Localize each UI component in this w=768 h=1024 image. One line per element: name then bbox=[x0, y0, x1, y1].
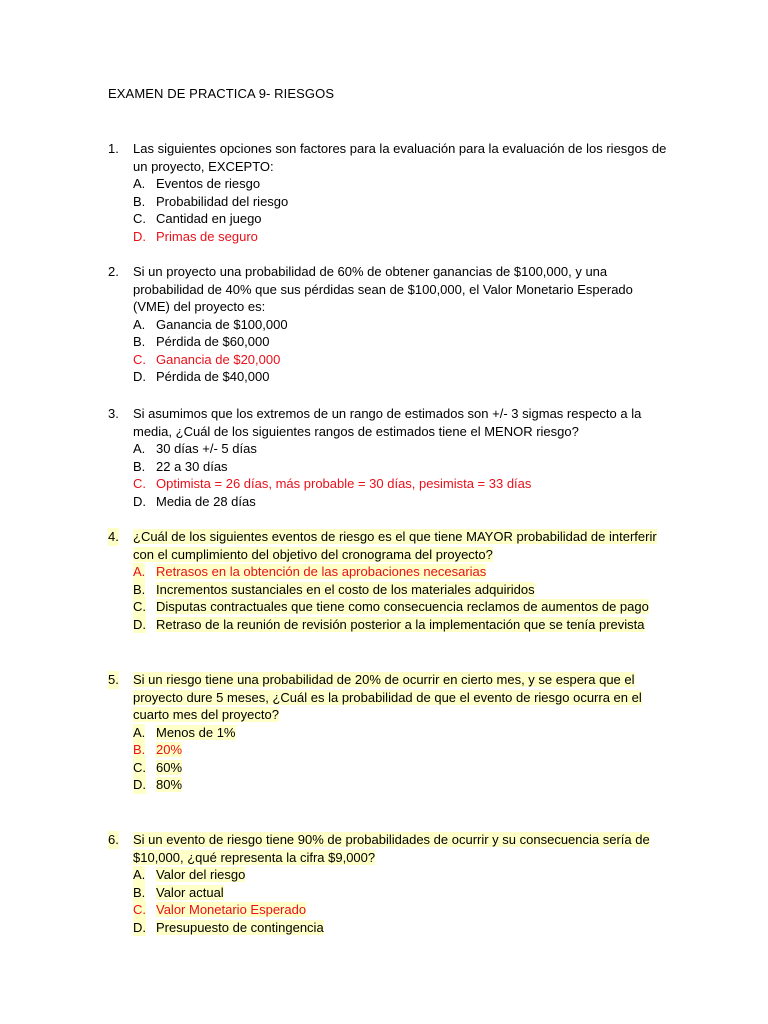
option-letter: B. bbox=[133, 581, 146, 597]
option-text: Cantidad en juego bbox=[156, 211, 262, 226]
option-text: 20% bbox=[156, 742, 183, 757]
question-number: 3. bbox=[108, 406, 119, 421]
question-text: Si un riesgo tiene una probabilidad de 20% de ocurrir en cierto mes, y se espera que el proyecto dure 5 meses, ¿Cuál es la probabilidad de que el evento de riesgo ocurra en el cuarto mes del proyecto? bbox=[133, 672, 642, 722]
option-text: Retraso de la reunión de revisión posterior a la implementación que se tenía prevista bbox=[156, 616, 645, 632]
question-text: Si un proyecto una probabilidad de 60% de obtener ganancias de $100,000, y una probabilidad de 40% que sus pérdidas sean de $100,000, el Valor Monetario Esperado (VME) del proyecto es: bbox=[133, 264, 633, 314]
option-a bbox=[108, 316, 668, 334]
option-d bbox=[108, 776, 668, 794]
option-text: 80% bbox=[156, 777, 183, 792]
question-3 bbox=[108, 405, 668, 510]
option-text: 22 a 30 días bbox=[156, 458, 228, 474]
option-text: Media de 28 días bbox=[156, 493, 256, 509]
option-b bbox=[108, 581, 668, 599]
option-text: 60% bbox=[156, 759, 183, 775]
option-a-answer bbox=[108, 563, 668, 581]
option-text: Eventos de riesgo bbox=[156, 176, 261, 191]
option-letter: A. bbox=[133, 867, 146, 882]
option-letter: A. bbox=[133, 441, 146, 456]
option-d bbox=[108, 493, 668, 511]
option-text: Ganancia de $100,000 bbox=[156, 316, 288, 332]
option-letter: D. bbox=[133, 493, 146, 509]
option-letter: C. bbox=[133, 476, 146, 491]
question-text: Si un evento de riesgo tiene 90% de probabilidades de ocurrir y su consecuencia sería de $10,000, ¿qué representa la cifra $9,000? bbox=[133, 832, 650, 865]
option-c-answer bbox=[108, 901, 668, 919]
option-text: 30 días +/- 5 días bbox=[156, 441, 257, 456]
option-b-answer bbox=[108, 741, 668, 759]
option-letter: B. bbox=[133, 742, 146, 757]
option-text: Ganancia de $20,000 bbox=[156, 351, 281, 367]
option-text: Disputas contractuales que tiene como consecuencia reclamos de aumentos de pago bbox=[156, 599, 649, 614]
question-number: 2. bbox=[108, 264, 119, 279]
option-letter: C. bbox=[133, 211, 146, 226]
question-2 bbox=[108, 263, 668, 386]
question-text: Las siguientes opciones son factores para la evaluación para la evaluación de los riesgos de un proyecto, EXCEPTO: bbox=[133, 141, 667, 174]
option-text: Pérdida de $40,000 bbox=[156, 369, 270, 384]
question-5 bbox=[108, 671, 668, 794]
option-letter: B. bbox=[133, 193, 146, 209]
option-text: Presupuesto de contingencia bbox=[156, 919, 324, 935]
option-letter: C. bbox=[133, 351, 146, 367]
option-a bbox=[108, 175, 668, 193]
question-text: Si asumimos que los extremos de un rango de estimados son +/- 3 sigmas respecto a la media, ¿Cuál de los siguientes rangos de estimados tiene el MENOR riesgo? bbox=[133, 406, 642, 439]
option-letter: C. bbox=[133, 902, 146, 917]
option-text: Optimista = 26 días, más probable = 30 días, pesimista = 33 días bbox=[156, 476, 532, 491]
option-d bbox=[108, 919, 668, 937]
option-b bbox=[108, 333, 668, 351]
option-text: Valor actual bbox=[156, 884, 224, 900]
question-number: 6. bbox=[108, 832, 119, 847]
option-text: Valor del riesgo bbox=[156, 867, 246, 882]
option-c bbox=[108, 598, 668, 616]
question-4 bbox=[108, 528, 668, 633]
option-letter: A. bbox=[133, 724, 146, 740]
option-letter: B. bbox=[133, 334, 146, 349]
question-text: ¿Cuál de los siguientes eventos de riesgo es el que tiene MAYOR probabilidad de interferir con el cumplimiento del objetivo del cronograma del proyecto? bbox=[133, 529, 657, 562]
option-a bbox=[108, 724, 668, 742]
question-number: 5. bbox=[108, 672, 119, 687]
option-a bbox=[108, 866, 668, 884]
option-letter: C. bbox=[133, 599, 146, 614]
option-b bbox=[108, 884, 668, 902]
option-letter: B. bbox=[133, 458, 146, 474]
option-letter: A. bbox=[133, 564, 146, 579]
option-letter: D. bbox=[133, 369, 146, 384]
option-d bbox=[108, 616, 668, 634]
option-d-answer bbox=[108, 228, 668, 246]
option-b bbox=[108, 193, 668, 211]
document-title: EXAMEN DE PRACTICA 9- RIESGOS bbox=[108, 86, 335, 101]
question-number: 4. bbox=[108, 529, 119, 544]
option-letter: B. bbox=[133, 884, 146, 900]
question-6 bbox=[108, 831, 668, 936]
option-text: Pérdida de $60,000 bbox=[156, 334, 270, 349]
option-b bbox=[108, 458, 668, 476]
option-letter: D. bbox=[133, 777, 146, 792]
option-c-answer bbox=[108, 475, 668, 493]
option-d bbox=[108, 368, 668, 386]
option-letter: A. bbox=[133, 316, 146, 332]
option-text: Primas de seguro bbox=[156, 228, 258, 244]
question-1 bbox=[108, 140, 668, 245]
option-a bbox=[108, 440, 668, 458]
option-c-answer bbox=[108, 351, 668, 369]
option-letter: A. bbox=[133, 176, 146, 191]
option-text: Incrementos sustanciales en el costo de los materiales adquiridos bbox=[156, 581, 535, 597]
option-c bbox=[108, 759, 668, 777]
option-text: Retrasos en la obtención de las aprobaciones necesarias bbox=[156, 564, 487, 579]
option-letter: D. bbox=[133, 616, 146, 632]
option-c bbox=[108, 210, 668, 228]
option-text: Probabilidad del riesgo bbox=[156, 193, 289, 209]
option-letter: D. bbox=[133, 919, 146, 935]
option-text: Valor Monetario Esperado bbox=[156, 902, 307, 917]
question-number: 1. bbox=[108, 141, 119, 156]
option-letter: D. bbox=[133, 228, 146, 244]
option-letter: C. bbox=[133, 759, 146, 775]
option-text: Menos de 1% bbox=[156, 724, 236, 740]
